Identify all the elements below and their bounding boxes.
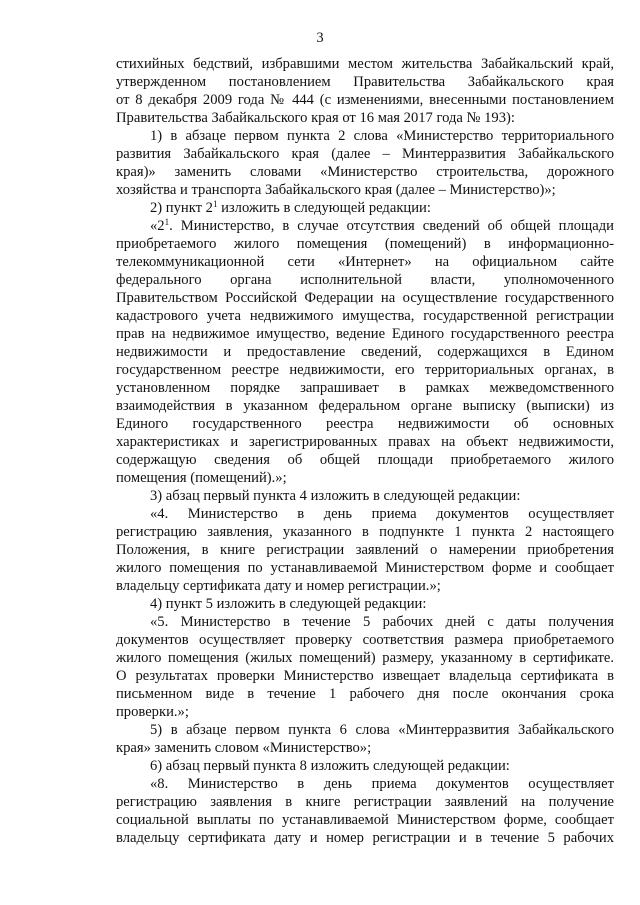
text-line: установленном порядке запрашивает в рамках межведомственного [116, 380, 614, 396]
text-line: 1) в абзаце первом пункта 2 слова «Министерство территориального [150, 128, 614, 144]
text-line: владельцу сертификата дату и номер регистрации и в течение 5 рабочих [116, 830, 614, 846]
text-line: «8. Министерство в день приема документов осуществляет [150, 776, 614, 792]
text-line: Положения, в книге регистрации заявлений о намерении приобретения [116, 542, 614, 558]
text-line: 5) в абзаце первом пункта 6 слова «Минтерразвития Забайкальского [150, 722, 614, 738]
text-line: регистрацию заявления, указанного в подпункте 1 пункта 2 настоящего [116, 524, 614, 540]
text-line: владельцу сертификата дату и номер регистрации.»; [116, 578, 441, 594]
text-line: регистрацию заявления в книге регистрации заявлений на получение [116, 794, 614, 810]
text-line: жилого помещения по устанавливаемой Министерством форме и сообщает [116, 560, 614, 576]
text-line: хозяйства и транспорта Забайкальского края (далее – Министерство)»; [116, 182, 556, 198]
text-line: кадастрового учета недвижимого имущества, государственной регистрации [116, 308, 614, 324]
text-line: края)» заменить словами «Министерство строительства, дорожного [116, 164, 614, 180]
text-line: утвержденном постановлением Правительства Забайкальского края [116, 74, 614, 90]
text-line: социальной выплаты по устанавливаемой Министерством форме, сообщает [116, 812, 614, 828]
text-line: прав на недвижимое имущество, ведение Единого государственного реестра [116, 326, 614, 342]
text-line: О результатах проверки Министерство извещает владельца сертификата в [116, 668, 614, 684]
text-line: проверки.»; [116, 704, 189, 720]
text-line: приобретаемого жилого помещения (помещений) в информационно- [116, 236, 614, 252]
page-number: 3 [316, 30, 324, 46]
text-line: помещения (помещений).»; [116, 470, 287, 486]
text-line: развития Забайкальского края (далее – Минтерразвития Забайкальского [116, 146, 614, 162]
text-line: письменном виде в течение 1 рабочего дня после окончания срока [116, 686, 614, 702]
text-line: «4. Министерство в день приема документов осуществляет [150, 506, 614, 522]
text-line: характеристиках и зарегистрированных правах на объект недвижимости, [116, 434, 614, 450]
text-line: 2) пункт $2^1$ изложить в следующей редакции: [150, 199, 431, 216]
text-line: федерального органа исполнительной власти, уполномоченного [116, 272, 614, 288]
text-line: «5. Министерство в течение 5 рабочих дней с даты получения [150, 614, 614, 630]
text-line: взаимодействия в указанном федеральном органе выписку (выписки) из [116, 398, 614, 414]
text-line: стихийных бедствий, избравшими местом жительства Забайкальский край, [116, 56, 614, 72]
text-line: 3) абзац первый пункта 4 изложить в следующей редакции: [150, 488, 521, 504]
document-body [116, 55, 614, 847]
text-line: от 8 декабря 2009 года № 444 (с изменениями, внесенными постановлением [116, 92, 614, 108]
text-line: государственном реестре недвижимости, его территориальных органах, в [116, 362, 614, 378]
text-line: документов осуществляет проверку соответствия размера приобретаемого [116, 632, 614, 648]
text-line: 6) абзац первый пункта 8 изложить следующей редакции: [150, 758, 510, 774]
text-line: содержащую сведения об общей площади приобретаемого жилого [116, 452, 614, 468]
text-line: «$2^1$. Министерство, в случае отсутствия сведений об общей площади [150, 217, 614, 234]
text-line: Правительством Российской Федерации на осуществление государственного [116, 290, 614, 306]
text-line: Единого государственного реестра недвижимости об основных [116, 416, 614, 432]
text-line: края» заменить словом «Министерство»; [116, 740, 372, 756]
text-line: жилого помещения (жилых помещений) размеру, указанному в сертификате. [116, 650, 614, 666]
text-line: Правительства Забайкальского края от 16 мая 2017 года № 193): [116, 110, 515, 126]
text-line: недвижимости и предоставление сведений, содержащихся в Едином [116, 344, 614, 360]
text-line: 4) пункт 5 изложить в следующей редакции: [150, 596, 427, 612]
text-line: телекоммуникационной сети «Интернет» на официальном сайте [116, 254, 614, 270]
